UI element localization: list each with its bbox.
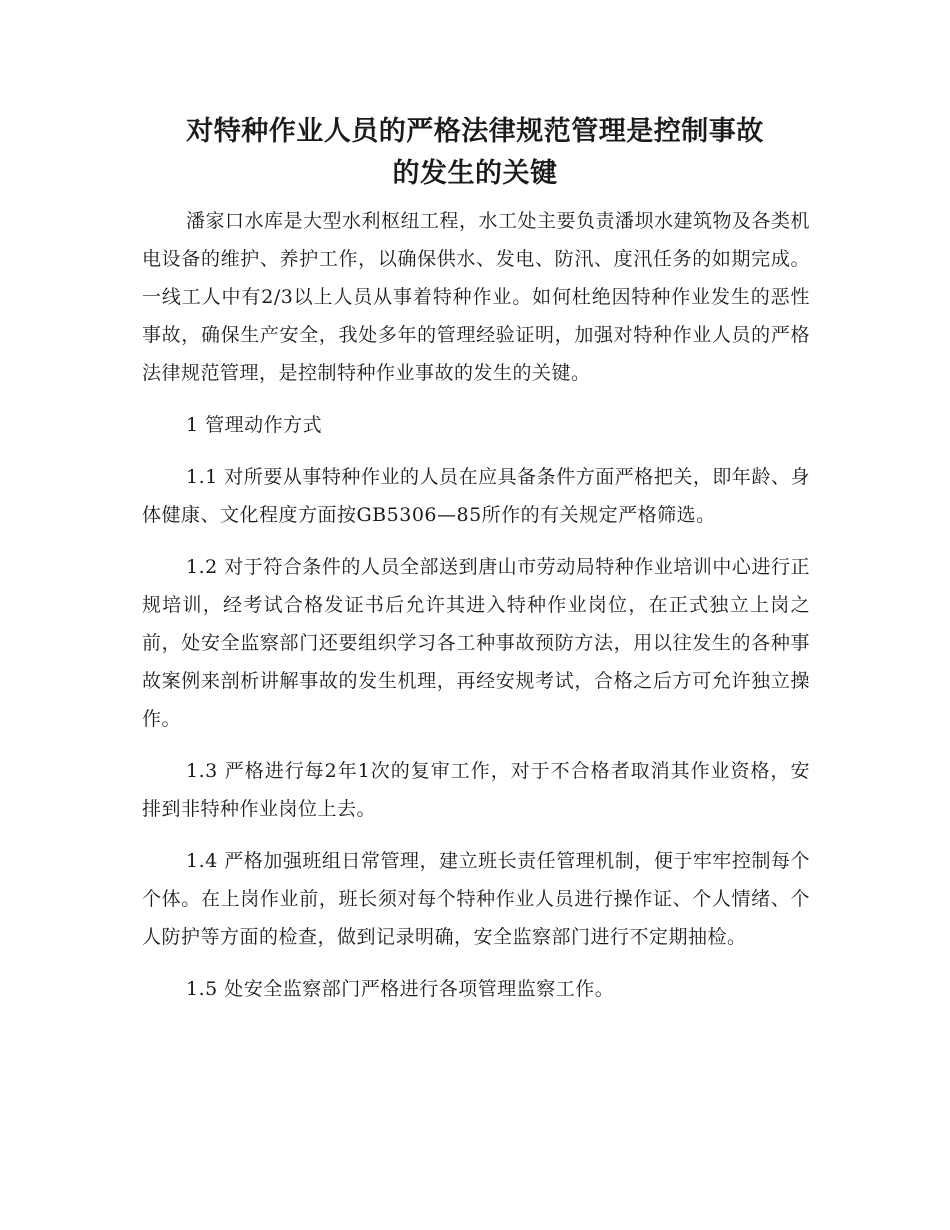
- document-body: [142, 202, 810, 1008]
- paragraph-1-5: 1.5 处安全监察部门严格进行各项管理监察工作。: [186, 978, 615, 1000]
- paragraph-1-1: 1.1 对所要从事特种作业的人员在应具备条件方面严格把关，即年龄、身体健康、文化程度方面按GB5306—85所作的有关规定严格筛选。: [142, 466, 810, 526]
- paragraph-1-4: 1.4 严格加强班组日常管理，建立班长责任管理机制，便于牢牢控制每个个体。在上岗作业前，班长须对每个特种作业人员进行操作证、个人情绪、个人防护等方面的检查，做到记录明确，安全监察部门进行不定期抽检。: [142, 850, 810, 948]
- intro-paragraph: 潘家口水库是大型水利枢纽工程，水工处主要负责潘坝水建筑物及各类机电设备的维护、养护工作，以确保供水、发电、防汛、度汛任务的如期完成。一线工人中有2/3以上人员从事着特种作业。如何杜绝因特种作业发生的恶性事故，确保生产安全，我处多年的管理经验证明，加强对特种作业人员的严格法律规范管理，是控制特种作业事故的发生的关键。: [142, 210, 811, 384]
- paragraph-1-3: 1.3 严格进行每2年1次的复审工作，对于不合格者取消其作业资格，安排到非特种作业岗位上去。: [142, 760, 810, 820]
- title-line-1: 对特种作业人员的严格法律规范管理是控制事故: [186, 116, 764, 147]
- section-heading-management: 1 管理动作方式: [186, 414, 323, 436]
- paragraph-1-2: 1.2 对于符合条件的人员全部送到唐山市劳动局特种作业培训中心进行正规培训，经考试合格发证书后允许其进入特种作业岗位，在正式独立上岗之前，处安全监察部门还要组织学习各工种事故预防方法，用以往发生的各种事故案例来剖析讲解事故的发生机理，再经安规考试，合格之后方可允许独立操作。: [142, 556, 810, 730]
- title-line-2: 的发生的关键: [392, 158, 558, 189]
- document-title: [120, 111, 830, 195]
